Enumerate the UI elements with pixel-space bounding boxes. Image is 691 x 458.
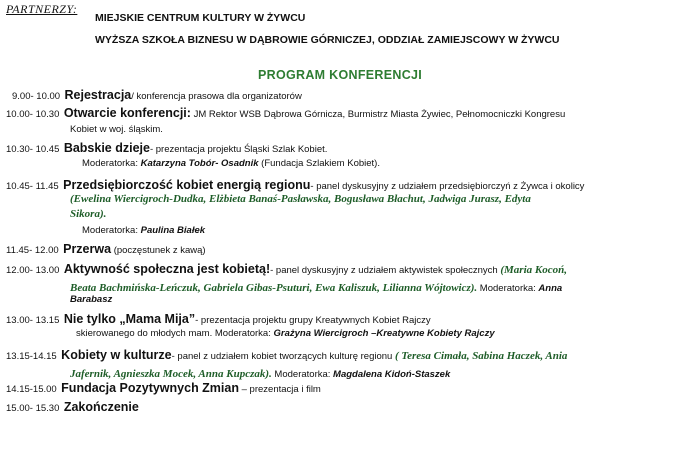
agenda-item-3 [6, 139, 327, 157]
item-title: Zakończenie [63, 400, 139, 414]
item-desc: JM Rektor WSB Dąbrowa Górnicza, Burmistrz Miasta Żywiec, Pełnomocniczki Kongresu [190, 109, 566, 120]
item-title: Przerwa [63, 242, 112, 256]
item-time: 10.30- 10.45 [6, 144, 60, 155]
item-title: Babskie dzieje [63, 141, 150, 155]
item-time: 13.00- 13.15 [6, 315, 60, 326]
moderator-label: Moderatorka: [477, 283, 539, 294]
partner-2: WYŻSZA SZKOŁA BIZNESU W DĄBROWIE GÓRNICZEJ, ODDZIAŁ ZAMIEJSCOWY W ŻYWCU [95, 34, 560, 46]
agenda-item-7 [6, 310, 431, 328]
item-time: 12.00- 13.00 [6, 265, 60, 276]
item-2-line2: Kobiet w woj. śląskim. [70, 124, 163, 135]
agenda-item-6 [6, 260, 567, 278]
item-desc: – prezentacja i film [239, 384, 321, 395]
program-title: PROGRAM KONFERENCJI [258, 68, 423, 82]
item-desc: - panel z udziałem kobiet tworzących kulturę regionu [171, 351, 395, 362]
item-desc: - panel dyskusyjny z udziałem aktywistek społecznych [270, 265, 501, 276]
agenda-item-9 [6, 379, 321, 397]
item-6-panel-start: (Maria Kocoń, [500, 264, 567, 276]
moderator-org: (Fundacja Szlakiem Kobiet). [258, 158, 380, 169]
item-title: Aktywność społeczna jest kobietą! [63, 262, 271, 276]
item-8-panel-start: ( Teresa Cimała, Sabina Haczek, Ania [394, 350, 568, 362]
item-7-line2-text: skierowanego do młodych mam. Moderatorka: [76, 328, 274, 339]
moderator-label: Moderatorka: [82, 158, 141, 169]
moderator-name: Magdalena Kidoń-Staszek [333, 369, 451, 380]
item-time: 13.15-14.15 [6, 351, 57, 362]
item-time: 15.00- 15.30 [6, 403, 60, 414]
item-8-panel-line1: Jafernik, Agnieszka Mocek, Anna Kupczak). [70, 368, 272, 380]
moderator-name: Grażyna Wiercigroch –Kreatywne Kobiety Rajczy [273, 328, 495, 339]
moderator-label: Moderatorka: [271, 369, 334, 380]
moderator-name: Anna [538, 283, 563, 294]
partner-1: MIEJSKIE CENTRUM KULTURY W ŻYWCU [95, 12, 306, 24]
partners-label: PARTNERZY: [6, 2, 78, 16]
agenda-item-4 [6, 176, 584, 194]
item-title: Przedsiębiorczość kobiet energią regionu [63, 178, 311, 192]
item-desc: - panel dyskusyjny z udziałem przedsiębiorczyń z Żywca i okolicy [310, 181, 585, 192]
item-4-moderator [82, 225, 205, 236]
item-4-panel-line1: (Ewelina Wiercigroch-Dudka, Elżbieta Banaś-Pasławska, Bogusława Błachut, Jadwiga Jurasz, Edyta [70, 193, 531, 205]
agenda-item-8 [6, 346, 567, 364]
item-title: Kobiety w kulturze [61, 348, 172, 362]
moderator-label: Moderatorka: [82, 225, 141, 236]
item-title: Nie tylko „Mama Mija” [63, 312, 196, 326]
item-6-line2 [70, 278, 562, 296]
item-7-line2 [76, 328, 495, 339]
item-time: 10.00- 10.30 [6, 109, 60, 120]
item-time: 10.45- 11.45 [6, 181, 59, 192]
item-time: 11.45- 12.00 [6, 245, 59, 256]
item-title: Rejestracja [64, 88, 132, 102]
item-6-panel-line1: Beata Bachmińska-Leńczuk, Gabriela Gibas-Psuturi, Ewa Kaliszuk, Lilianna Wójtowicz). [70, 282, 478, 294]
item-desc: - prezentacja projektu Śląski Szlak Kobiet. [149, 144, 328, 155]
item-title: Otwarcie konferencji: [63, 106, 191, 120]
item-6-moderator-line2: Barabasz [70, 294, 113, 305]
agenda-item-2 [6, 104, 565, 122]
moderator-name: Paulina Białek [140, 225, 206, 236]
item-time: 14.15-15.00 [6, 384, 57, 395]
item-3-moderator [82, 158, 380, 169]
item-time: 9.00- 10.00 [12, 91, 61, 102]
item-4-panel-line2: Sikora). [70, 208, 107, 220]
moderator-name: Katarzyna Tobór- Osadnik [140, 158, 259, 169]
agenda-item-10 [6, 398, 139, 416]
item-desc: / konferencja prasowa dla organizatorów [131, 91, 302, 102]
item-title: Fundacja Pozytywnych Zmian [61, 381, 239, 395]
agenda-item-5 [6, 240, 206, 258]
agenda-item-1 [12, 86, 302, 104]
item-desc: (poczęstunek z kawą) [111, 245, 206, 256]
item-desc: - prezentacja projektu grupy Kreatywnych Kobiet Rajczy [195, 315, 431, 326]
